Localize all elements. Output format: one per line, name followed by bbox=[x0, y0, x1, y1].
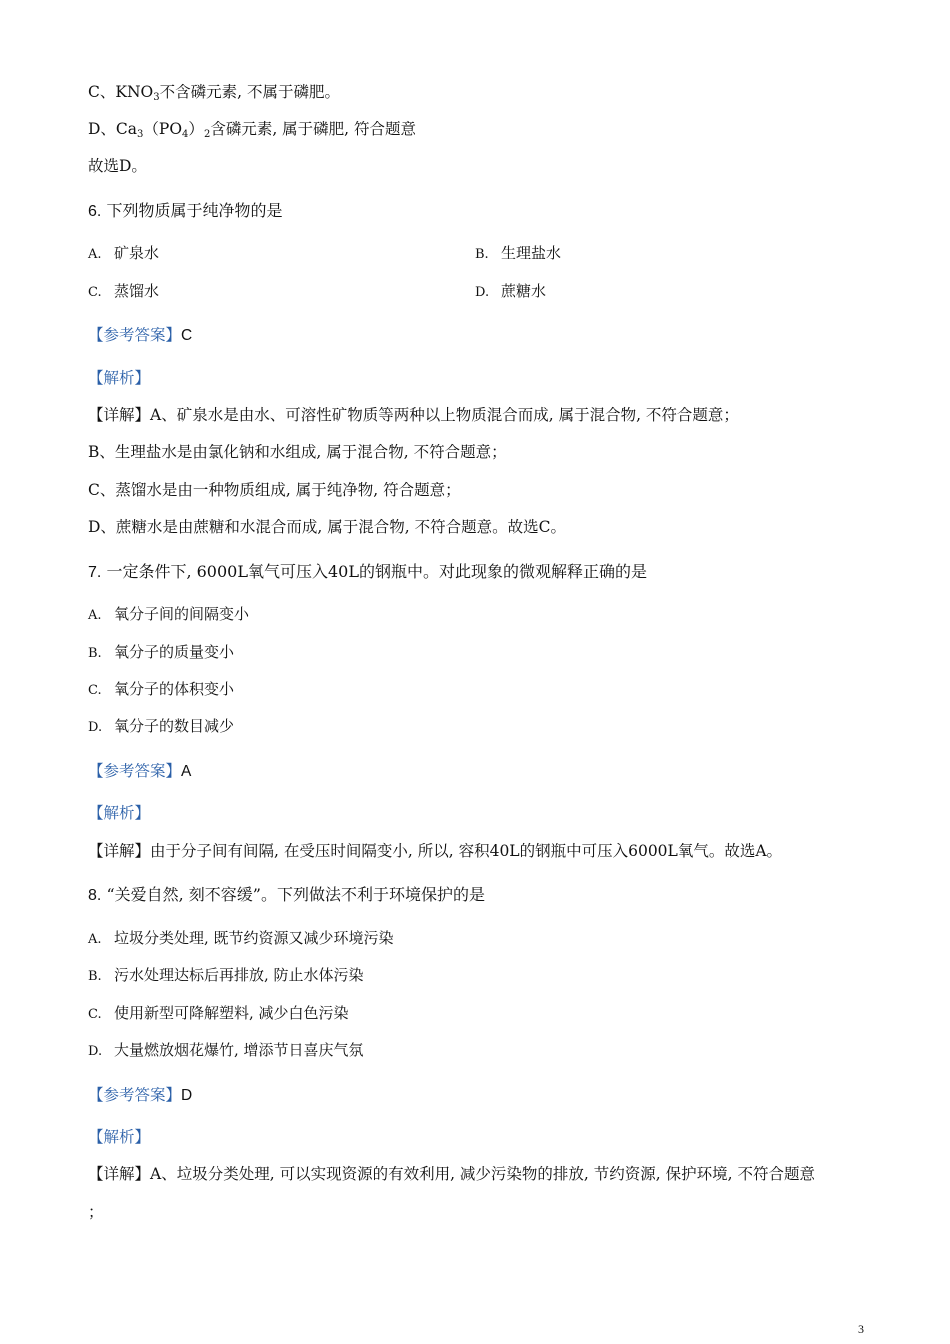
detail-line: C、蒸馏水是由一种物质组成, 属于纯净物, 符合题意； bbox=[88, 481, 461, 499]
analysis-line-c bbox=[88, 82, 340, 108]
option-letter: A. bbox=[88, 608, 102, 623]
option-letter: D. bbox=[88, 720, 103, 735]
text: ） bbox=[188, 120, 204, 138]
option-letter: C. bbox=[88, 1007, 102, 1022]
option-text: 大量燃放烟花爆竹, 增添节日喜庆气氛 bbox=[114, 1041, 364, 1059]
option-letter: B. bbox=[88, 969, 102, 984]
option-text: 生理盐水 bbox=[501, 244, 562, 262]
option-a bbox=[88, 928, 394, 950]
subscript: 3 bbox=[153, 92, 160, 103]
text: （PO bbox=[143, 120, 183, 138]
question-text: 下列物质属于纯净物的是 bbox=[106, 201, 283, 220]
conclusion: 故选D。 bbox=[88, 157, 147, 175]
analysis-tag: 【解析】 bbox=[88, 369, 151, 387]
option-text: 氧分子的质量变小 bbox=[114, 643, 235, 661]
option-text: 使用新型可降解塑料, 减少白色污染 bbox=[114, 1004, 349, 1022]
option-d bbox=[88, 716, 234, 738]
option-text: 氧分子的数目减少 bbox=[114, 717, 235, 735]
question-text: “关爱自然, 刻不容缓”。下列做法不利于环境保护的是 bbox=[106, 885, 485, 904]
option-letter: C. bbox=[88, 285, 102, 300]
analysis-line-d bbox=[88, 119, 416, 145]
text: C、KNO bbox=[88, 83, 154, 101]
question-8-stem bbox=[88, 885, 485, 906]
text: 不含磷元素, 不属于磷肥。 bbox=[159, 83, 340, 101]
question-6-stem bbox=[88, 201, 282, 222]
option-letter: B. bbox=[475, 247, 489, 262]
detail-text: A、垃圾分类处理, 可以实现资源的有效利用, 减少污染物的排放, 节约资源, 保护环境, 不符合题意 bbox=[150, 1165, 815, 1183]
option-text: 蔗糖水 bbox=[501, 282, 547, 300]
option-text: 蒸馏水 bbox=[114, 282, 160, 300]
subscript: 3 bbox=[137, 129, 144, 140]
answer-tag: 【参考答案】 bbox=[88, 326, 182, 344]
answer-line bbox=[88, 1085, 192, 1106]
option-c bbox=[88, 679, 234, 701]
question-number: 7. bbox=[88, 564, 102, 581]
option-c bbox=[88, 281, 159, 303]
detail-tag: 【详解】 bbox=[88, 842, 151, 860]
detail-text: 由于分子间有间隔, 在受压时间隔变小, 所以, 容积40L的钢瓶中可压入6000L氧气。故选A。 bbox=[150, 842, 783, 860]
option-d bbox=[88, 1040, 364, 1062]
detail-line: B、生理盐水是由氯化钠和水组成, 属于混合物, 不符合题意； bbox=[88, 443, 507, 461]
question-7-stem bbox=[88, 562, 647, 583]
answer-value: C bbox=[181, 327, 193, 344]
option-a bbox=[88, 604, 249, 626]
text: 含磷元素, 属于磷肥, 符合题意 bbox=[210, 120, 417, 138]
subscript: 4 bbox=[182, 129, 189, 140]
option-letter: D. bbox=[88, 1044, 103, 1059]
detail-line bbox=[88, 841, 782, 861]
detail-line bbox=[88, 405, 739, 425]
answer-line bbox=[88, 761, 191, 782]
question-text: 一定条件下, 6000L氧气可压入40L的钢瓶中。对此现象的微观解释正确的是 bbox=[106, 562, 647, 581]
detail-line: ； bbox=[88, 1203, 104, 1221]
option-a bbox=[88, 243, 159, 265]
detail-line bbox=[88, 1164, 815, 1184]
option-text: 氧分子间的间隔变小 bbox=[114, 605, 250, 623]
answer-line bbox=[88, 325, 192, 346]
question-number: 8. bbox=[88, 887, 102, 904]
option-d bbox=[475, 281, 546, 303]
answer-value: A bbox=[181, 763, 192, 780]
option-text: 氧分子的体积变小 bbox=[114, 680, 235, 698]
answer-value: D bbox=[181, 1087, 193, 1104]
analysis-tag: 【解析】 bbox=[88, 1128, 151, 1146]
analysis-tag: 【解析】 bbox=[88, 804, 151, 822]
option-text: 污水处理达标后再排放, 防止水体污染 bbox=[114, 966, 364, 984]
detail-tag: 【详解】 bbox=[88, 1165, 151, 1183]
detail-tag: 【详解】 bbox=[88, 406, 151, 424]
question-number: 6. bbox=[88, 203, 102, 220]
answer-tag: 【参考答案】 bbox=[88, 762, 182, 780]
option-c bbox=[88, 1003, 349, 1025]
page-number: 3 bbox=[858, 1322, 864, 1336]
answer-tag: 【参考答案】 bbox=[88, 1086, 182, 1104]
detail-line: D、蔗糖水是由蔗糖和水混合而成, 属于混合物, 不符合题意。故选C。 bbox=[88, 518, 566, 536]
option-letter: C. bbox=[88, 683, 102, 698]
option-letter: A. bbox=[88, 247, 102, 262]
option-letter: A. bbox=[88, 932, 102, 947]
text: D、Ca bbox=[88, 120, 138, 138]
subscript: 2 bbox=[203, 129, 211, 140]
option-b bbox=[475, 243, 561, 265]
detail-text: A、矿泉水是由水、可溶性矿物质等两种以上物质混合而成, 属于混合物, 不符合题意； bbox=[150, 406, 739, 424]
option-text: 垃圾分类处理, 既节约资源又减少环境污染 bbox=[114, 929, 394, 947]
option-letter: D. bbox=[475, 285, 490, 300]
option-letter: B. bbox=[88, 646, 102, 661]
option-b bbox=[88, 642, 234, 664]
option-text: 矿泉水 bbox=[114, 244, 160, 262]
option-b bbox=[88, 965, 364, 987]
